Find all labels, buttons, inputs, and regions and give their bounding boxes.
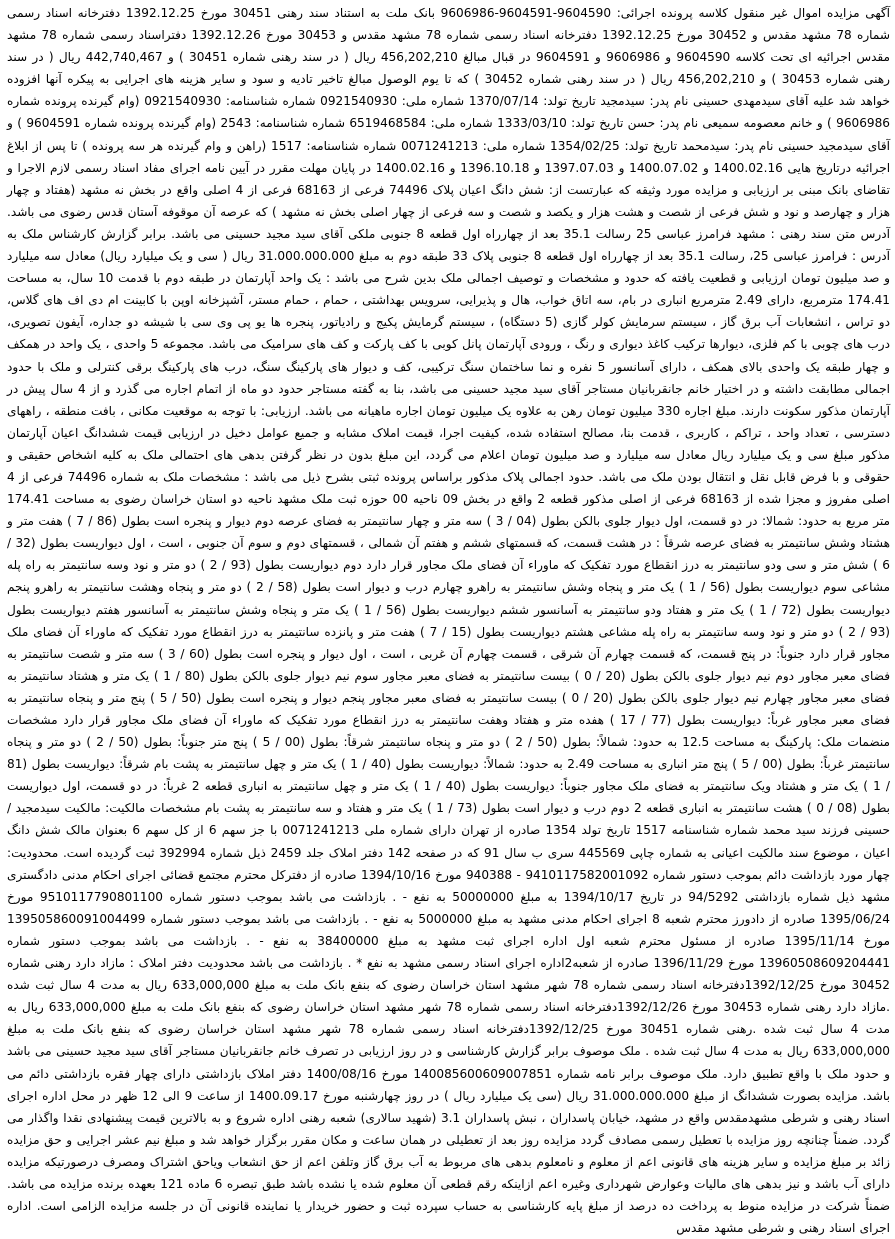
auction-notice-text: آگهی مزایده اموال غیر منقول کلاسه پرونده اجرائی: 9604590-9604591-9606986 بانک ملت به استناد سند رهنی 30451 مورخ 1392.12.25 دفترخانه اسناد رسمی شماره 78 مشهد مقدس و 30452 مورخ 1392.12.25 دفترخانه اسناد رسمی شماره 78 مشهد مقدس و 30453 مورخ 1392.12.26 دفتراسناد رسمی شماره 78 مشهد مقدس اجرائیه ای تحت کلاسه 9604590 و 9606986 و 9604591 در قبال مبالغ 456,202,210 ریال ( در سند رهنی شماره 30451 ) و 442,740,467 ریال ( در سند رهنی شماره 30453 ) و 456,202,210 ریال ( در سند رهنی شماره 30452 ) که تا یوم الوصول مبالغ تاخیر تادیه و سود و سایر هزینه های اجرایی به پیکره آنها افزوده خواهد شد علیه آقای سیدمهدی حسینی نام پدر: سیدمجید تاریخ تولد: 1370/07/14 شماره ملی: 0921540930 شماره شناسنامه: 0921540930 (وام گیرنده پرونده شماره 9606986 ) و خانم معصومه سمیعی نام پدر: حسن تاریخ تولد: 1333/03/10 شماره ملی: 6519468584 شماره شناسنامه: 2543 (وام گیرنده پرونده شماره 9604591 ) و آقای سیدمجید حسینی نام پدر: سیدمحمد تاریخ تولد: 1354/02/25 شماره ملی: 0071241213 شماره شناسنامه: 1517 (راهن و وام گیرنده هر سه پرونده ) تا پس از ابلاغ اجرائیه درتاریخ هایی 1400.02.16 و 1400.07.02 و 1397.07.03 و 1396.10.18 و 1400.02.16 در پایان مهلت مقرر در آیین نامه اجرای مفاد اسناد رسمی لازم الاجرا و تقاضای بانک مبنی بر ارزیابی و مزایده مورد وثیقه که عبارتست از: شش دانگ اعیان پلاک 74496 فرعی از 68163 فرعی از 4 اصلی واقع در بخش نه مشهد (هفتاد و چهار هزار و چهارصد و نود و شش فرعی از شصت و هشت هزار و یکصد و شصت و سه فرعی از چهار اصلی بخش نه مشهد ) که عرصه آن موقوفه آستان قدس رضوی می باشد. آدرس متن سند رهنی : مشهد فرامرز عباسی 25 رسالت 35.1 بعد از چهارراه اول قطعه 8 جنوبی ملکی آقای سید مجید حسینی می باشد. برابر گزارش کارشناس ملک به آدرس : فرامرز عباسی 25، رسالت 35.1 بعد از چهارراه اول قطعه 8 جنوبی پلاک 33 طبقه دوم به مبلغ 31.000.000.000 ریال ( سی و یک میلیارد ریال) معادل سه میلیارد و صد میلیون تومان ارزیابی و قطعیت یافته که حدود و مشخصات و توصیف اجمالی ملک بدین شرح می باشد : یک واحد آپارتمان در طبقه دوم با قدمت 10 سال، به مساحت 174.41 مترمربع، دارای 2.49 مترمربع انباری در بام، سه اتاق خواب، هال و پذیرایی، سرویس بهداشتی ، حمام ، حمام مستر، آشپزخانه اوپن با کابینت ام دی اف های گلاس، دو تراس ، انشعابات آب برق گاز ، سیستم سرمایش کولر گازی (5 دستگاه) ، سیستم گرمایش پکیج و رادیاتور، پنجره ها یو پی وی سی با شیشه دو جداره، آیفون تصویری، درب های چوبی با کم فلزی، دیوارها ترکیب کاغذ دیواری و رنگ ، ورودی آپارتمان پانل کوبی با کف پارکت و کف های سرامیک می باشد. مجموعه 5 واحدی ، یک واحد در همکف و چهار طبقه یک واحدی بالای همکف ، دارای آسانسور 5 نفره و نما ساختمان سنگ ترکیبی، کف و دیوار های پارکینگ سنگ، درب های پارکینگ برقی کنترلی و ملک با حدود اجمالی مطابقت داشته و در اختیار خانم جانقربانیان مستاجر آقای سید مجید حسینی می باشد، بنا به گفته مستاجر حدود دو ماه از اتمام اجاره می گذرد و از 4 سال پیش در آپارتمان مذکور سکونت دارند. مبلغ اجاره 330 میلیون تومان رهن به علاوه یک میلیون تومان اجاره ماهیانه می باشد. ارزیابی: با توجه به موقعیت مکانی ، بافت منطقه ، راههای دسترسی ، تعداد واحد ، تراکم ، کاربری ، قدمت بنا، مصالح استفاده شده، کیفیت اجرا، قیمت املاک مشابه و جمیع عوامل دخیل در ارزیابی قیمت ششدانگ اعیان آپارتمان مذکور مبلغ سی و یک میلیارد ریال معادل سه میلیارد و صد میلیون تومان اعلام می گردد، این مبلغ بدون در نظر گرفتن بدهی های احتمالی ملک به کلیه اشخاص حقیقی و حقوقی و با فرض قابل نقل و انتقال بودن ملک می باشد. حدود اجمالی پلاک مذکور براساس پرونده ثبتی بشرح ذیل می باشد : مشخصات ملک به شماره 74496 فرعی از 4 اصلی مفروز و مجزا شده از 68163 فرعی از اصلی مذکور قطعه 2 واقع در بخش 09 ناحیه 00 حوزه ثبت ملک مشهد ناحیه دو استان خراسان رضوی به مساحت 174.41 متر مربع به حدود: شمالا: در دو قسمت، اول دیوار جلوی بالکن بطول (04 / 3 ) سه متر و چهار سانتیمتر به فضای عرصه دوم دیوار و پنجره است بطول (86 / 7 ) هفت متر و هشتاد وشش سانتیمتر به فضای عرصه شرقاً : در هشت قسمت، که قسمتهای ششم و هفتم آن شمالی ، قسمتهای دوم و سوم آن جنوبی ، است ، اول دیواریست بطول (32 / 6 ) شش متر و سی ودو سانتیمتر به درز انقطاع مورد تفکیک که ماوراء آن فضای ملک مجاور قرار دارد دوم دیواریست بطول (93 / 2 ) دو متر و نود وسه سانتیمتر به راه پله مشاعی سوم دیواریست بطول (56 / 1 ) یک متر و پنجاه وشش سانتیمتر به راهرو چهارم درب و دیوار است بطول (58 / 2 ) دو متر و پنجاه وهشت سانتیمتر به راهرو پنجم دیواریست بطول (72 / 1 ) یک متر و هفتاد ودو سانتیمتر به آسانسور ششم دیواریست بطول (56 / 1 ) یک متر و پنجاه وشش سانتیمتر به آسانسور هفتم دیواریست بطول (93 / 2 ) دو متر و نود وسه سانتیمتر به راه پله مشاعی هشتم دیواریست بطول (15 / 7 ) هفت متر و پانزده سانتیمتر به درز انقطاع مورد تفکیک که ماوراء آن فضای ملک مجاور قرار دارد جنوباً: در پنج قسمت، که قسمت چهارم آن شرقی ، قسمت چهارم آن غربی ، است ، اول دیوار و پنجره است بطول (60 / 3 ) سه متر و شصت سانتیمتر به فضای معبر مجاور دوم نیم دیوار جلوی بالکن بطول (20 / 0 ) بیست سانتیمتر به فضای معبر مجاور سوم نیم دیوار جلوی بالکن بطول (80 / 1 ) یک متر و هشتاد سانتیمتر به فضای معبر مجاور چهارم نیم دیوار جلوی بالکن بطول (20 / 0 ) بیست سانتیمتر به فضای معبر مجاور پنجم دیوار و پنجره است بطول (50 / 5 ) پنج متر و پنجاه سانتیمتر به فضای معبر مجاور غرباً: دیواریست بطول (77 / 17 ) هفده متر و هفتاد وهفت سانتیمتر به درز انقطاع مورد تفکیک که ماوراء آن فضای ملک مجاور قرار دارد مشخصات منضمات ملک: پارکینگ به مساحت 12.5 به حدود: شمالاً: بطول (50 / 2 ) دو متر و پنجاه سانتیمتر شرقاً: بطول (00 / 5 ) پنج متر جنوباً: بطول (50 / 2 ) دو متر و پنجاه سانتیمتر غرباً: بطول (00 / 5 ) پنج متر انباری به مساحت 2.49 به حدود: شمالاً: دیواریست بطول (40 / 1 ) یک متر و چهل سانتیمتر به پشت بام شرقاً: دیواریست بطول (81 / 1 ) یک متر و هشتاد ویک سانتیمتر به فضای ملک مجاور جنوباً: دیواریست بطول (40 / 1 ) یک متر و چهل سانتیمتر به انباری قطعه 2 غرباً: در دو قسمت، اول دیواریست بطول (08 / 0 ) هشت سانتیمتر به انباری قطعه 2 دوم درب و دیوار است بطول (73 / 1 ) یک متر و هفتاد و سه سانتیمتر به پشت بام مشخصات مالکیت: مالکیت سیدمجید / حسینی فرزند سید محمد شماره شناسنامه 1517 تاریخ تولد 1354 صادره از تهران دارای شماره ملی 0071241213 با جز سهم 6 از کل سهم 6 بعنوان مالک شش دانگ اعیان ، موضوع سند مالکیت اعیانی به شماره چاپی 445569 سری ب سال 91 که در صفحه 142 دفتر املاک جلد 2459 ذیل شماره 392994 ثبت گردیده است. محدودیت: چهار مورد بازداشت دائم بموجب دستور شماره 9410117582001092 - 940388 مورخ 1394/10/16 صادره از دفترکل محترم مجتمع قضائی اجرای احکام مدنی دادگستری مشهد ذیل شماره بازداشتی 94/5292 در تاریخ 1394/10/17 به مبلغ 50000000 به نفع - . بازداشت می باشد بموجب دستور شماره 9510117790801100 مورخ 1395/06/24 صادره از دادورز محترم شعبه 8 اجرای احکام مدنی مشهد به مبلغ 5000000 به نفع - . بازداشت می باشد بموجب دستور شماره 139505860091004499 مورخ 1395/11/14 صادره از مسئول محترم شعبه اول اداره اجرای ثبت مشهد به مبلغ 38400000 به نفع - . بازداشت می باشد بموجب دستور شماره 13960508609204441 مورخ 1396/11/29 صادره از شعبه2اداره اجرای اسناد رسمی مشهد به نفع * . بازداشت می باشد محدودیت دفتر املاک : مازاد دارد رهنی شماره 30452 مورخ 1392/12/25دفترخانه اسناد رسمی شماره 78 شهر مشهد استان خراسان رضوی که بنفع بانک ملت به مبلغ 633,000,000 ریال به مدت 4 سال ثبت شده .مازاد دارد رهنی شماره 30453 مورخ 1392/12/26دفترخانه اسناد رسمی شماره 78 شهر مشهد استان خراسان رضوی که بنفع بانک ملت به مبلغ 633,000,000 ریال به مدت 4 سال ثبت شده .رهنی شماره 30451 مورخ 1392/12/25دفترخانه اسناد رسمی شماره 78 شهر مشهد استان خراسان رضوی که بنفع بانک ملت به مبلغ 633,000,000 ریال به مدت 4 سال ثبت شده . ملک موصوف برابر گزارش کارشناسی و در روز ارزیابی در تصرف خانم جانقربانیان مستاجر آقای سید مجید حسینی می باشد و حدود ملک با واقع تطبیق دارد. ملک موصوف برابر نامه شماره 140085600609007851 مورخ 1400/08/16 دفتر املاک بازداشتی دارای چهار فقره بازداشتی دائم می باشد. مزایده بصورت ششدانگ از مبلغ 31.000.000.000 ریال (سی یک میلیارد ریال ) در روز چهارشنبه مورخ 1400.09.17 از ساعت 9 الی 12 ظهر در محل اداره اجرای اسناد رهنی و شرطی مشهدمقدس واقع در مشهد، خیابان پاسداران ، نبش پاسداران 3.1 (شهید سالاری) شعبه رهنی اداره شروع و به بالاترین قیمت پیشنهادی نقدا واگذار می گردد. ضمناً چنانچه روز مزایده با تعطیل رسمی مصادف گردد مزایده روز بعد از تعطیلی در همان ساعت و مکان مقرر برگزار خواهد شد و مبلغ نیم عشر اجرایی و حق مزایده زائد بر مبلغ مزایده و سایر هزینه های قانونی اعم از معلوم و نامعلوم بدهی های مربوط به آب برق گاز وتلفن اعم از حق انشعاب ویاحق اشتراک ومصرف درصورتیکه مزایده دارای آب باشد و نیز بدهی های مالیات وعوارض شهرداری وغیره اعم ازاینکه رقم قطعی آن معلوم شده یا نشده باشد طبق تبصره 6 ماده 121 بعهده برنده مزایده می باشد. ضمناً شرکت در مزایده منوط به پرداخت ده درصد از مبلغ پایه کارشناسی به حساب سپرده ثبت و حضور خریدار یا نماینده قانونی آن در جلسه مزایده الزامی است. اداره اجرای اسناد رهنی و شرطی مشهد مقدس <box>7 6 891 1236</box>
